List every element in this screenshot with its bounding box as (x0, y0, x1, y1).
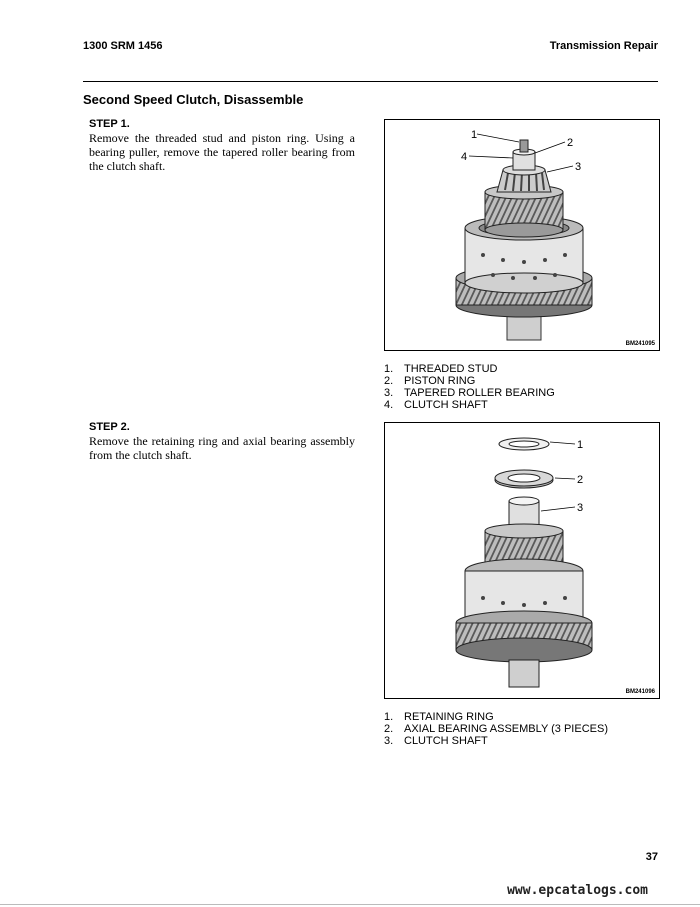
callout-2: 2 (567, 137, 574, 149)
section-title: Second Speed Clutch, Disassemble (83, 92, 304, 107)
legend-item: 2. AXIAL BEARING ASSEMBLY (3 PIECES) (384, 723, 608, 735)
legend-item: 3. CLUTCH SHAFT (384, 735, 488, 747)
legend-item: 2. PISTON RING (384, 375, 476, 387)
section-header: Transmission Repair (549, 40, 658, 52)
step-1-label: STEP 1. (89, 118, 130, 130)
figure-2-legend (384, 711, 608, 747)
legend-item: 1. RETAINING RING (384, 711, 494, 723)
clutch-assembly-illustration-2 (385, 423, 659, 698)
callout-3: 3 (577, 502, 584, 514)
step-2-label: STEP 2. (89, 421, 130, 433)
clutch-assembly-illustration-1 (385, 120, 659, 350)
figure-1 (384, 119, 660, 351)
figure-code: BM241096 (625, 689, 655, 695)
callout-4: 4 (461, 151, 468, 163)
callout-1: 1 (471, 129, 478, 141)
callout-2: 2 (577, 474, 584, 486)
doc-id: 1300 SRM 1456 (83, 40, 163, 52)
callout-3: 3 (575, 161, 582, 173)
step-1-text: Remove the threaded stud and piston ring. Using a bearing puller, remove the tapered roller bearing from the clutch shaft. (89, 131, 355, 173)
figure-2 (384, 422, 660, 699)
watermark: www.epcatalogs.com (507, 883, 648, 898)
legend-item: 3. TAPERED ROLLER BEARING (384, 387, 555, 399)
step-2-text: Remove the retaining ring and axial bearing assembly from the clutch shaft. (89, 434, 355, 462)
legend-item: 1. THREADED STUD (384, 363, 498, 375)
footer-divider (0, 904, 700, 905)
callout-1: 1 (577, 439, 584, 451)
page-number: 37 (645, 851, 658, 863)
figure-code: BM241095 (625, 341, 655, 347)
header-divider (83, 81, 658, 82)
legend-item: 4. CLUTCH SHAFT (384, 399, 488, 411)
figure-1-legend (384, 363, 555, 411)
